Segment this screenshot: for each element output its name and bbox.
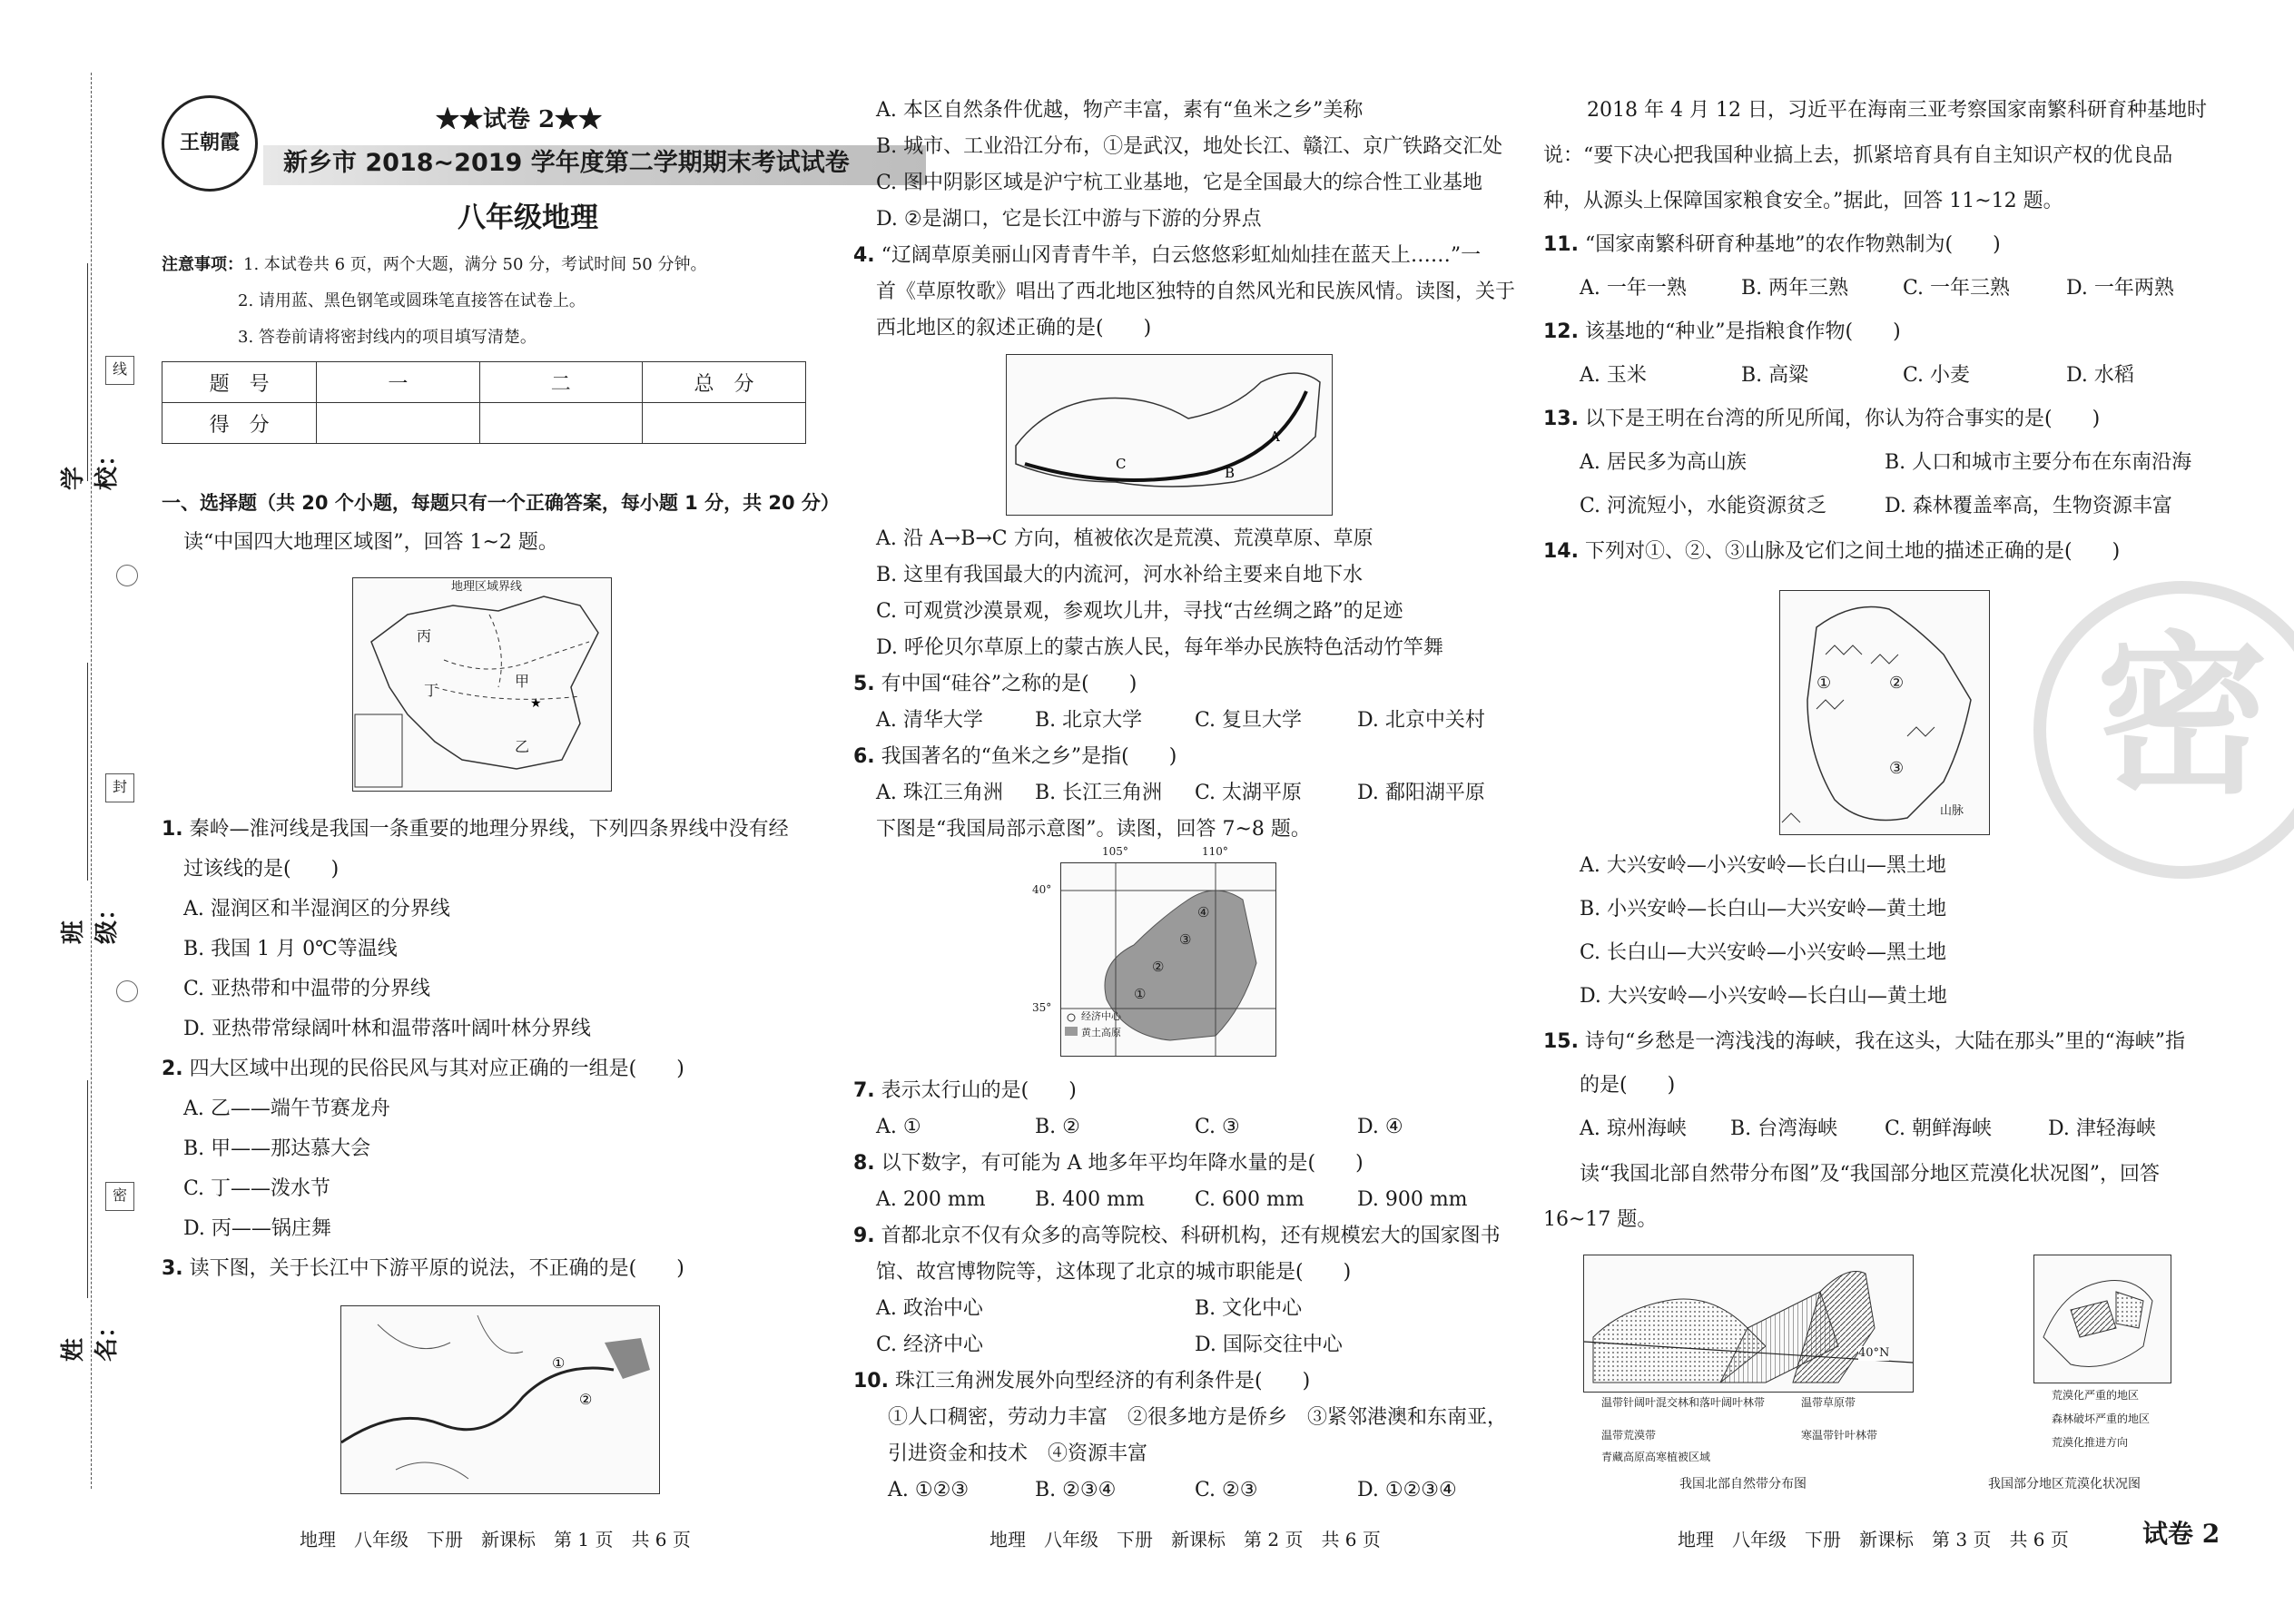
notes-label: 注意事项： xyxy=(162,255,243,274)
intro-11-12-line2: 说：“要下决心把我国种业搞上去，抓紧培育具有自主知识产权的优良品 xyxy=(1543,144,2173,167)
q11-stem[interactable] xyxy=(1543,232,2001,258)
q3-option-d[interactable]: D. ②是湖口，它是长江中游与下游的分界点 xyxy=(876,208,1262,231)
score-cell[interactable] xyxy=(643,403,806,444)
school-label: 学校： xyxy=(60,442,121,490)
map-drawing xyxy=(1584,1255,1913,1392)
q8-option-d[interactable]: D. 900 mm xyxy=(1357,1188,1468,1211)
score-header-cell: 二 xyxy=(479,362,642,403)
q5-option-b[interactable]: B. 北京大学 xyxy=(1035,709,1143,732)
q5-option-a[interactable]: A. 清华大学 xyxy=(876,709,983,732)
q1-text: 秦岭—淮河线是我国一条重要的地理分界线，下列四条界线中没有经 xyxy=(189,818,789,841)
svg-text:C: C xyxy=(1116,456,1127,472)
intro-16-17-line2: 16~17 题。 xyxy=(1543,1208,1658,1231)
map-drawing xyxy=(1780,591,1989,834)
q13-text: 以下是王明在台湾的所见所闻，你认为符合事实的是( ) xyxy=(1584,408,2101,430)
northeast-mountains-map xyxy=(1779,590,1990,835)
q9-option-d[interactable]: D. 国际交往中心 xyxy=(1195,1334,1343,1356)
q2-option-c[interactable]: C. 丁——泼水节 xyxy=(183,1177,331,1200)
class-field-line[interactable] xyxy=(87,663,88,881)
svg-text:①: ① xyxy=(552,1354,566,1372)
q1-option-a[interactable]: A. 湿润区和半湿润区的分界线 xyxy=(183,898,450,920)
q11-text: “国家南繁科研育种基地”的农作物熟制为( ) xyxy=(1584,233,2001,256)
legend-desert-advance: 荒漠化推进方向 xyxy=(2052,1436,2129,1449)
question-number: 6. xyxy=(853,745,875,768)
q9-option-b[interactable]: B. 文化中心 xyxy=(1195,1297,1303,1320)
q4-stem-line2: 首《草原牧歌》唱出了西北地区独特的自然风光和民族风情。读图，关于 xyxy=(876,281,1516,303)
notes-line-1 xyxy=(162,252,706,278)
name-field-line[interactable] xyxy=(87,1080,88,1298)
punch-hole xyxy=(116,565,138,586)
q1-option-b[interactable]: B. 我国 1 月 0℃等温线 xyxy=(183,938,398,960)
q7-option-a[interactable]: A. ① xyxy=(876,1116,921,1138)
q3-stem[interactable] xyxy=(162,1256,684,1282)
q5-stem[interactable] xyxy=(853,672,1137,697)
q1-stem-line2[interactable]: 过该线的是( ) xyxy=(183,858,340,881)
legend-coniferous: 寒温带针叶林带 xyxy=(1801,1429,1878,1442)
svg-text:B: B xyxy=(1225,465,1236,481)
name-label: 姓名： xyxy=(60,1314,121,1362)
q6-option-c[interactable]: C. 太湖平原 xyxy=(1195,782,1303,804)
q3-option-c[interactable]: C. 图中阴影区域是沪宁杭工业基地，它是全国最大的综合性工业基地 xyxy=(876,172,1483,194)
note-1: 1. 本试卷共 6 页，两个大题，满分 50 分，考试时间 50 分钟。 xyxy=(243,255,707,274)
legend-plateau: 青藏高原高寒植被区域 xyxy=(1601,1451,1711,1463)
score-header-cell: 一 xyxy=(317,362,479,403)
q14-option-b[interactable]: B. 小兴安岭—长白山—大兴安岭—黄土地 xyxy=(1580,898,1947,920)
paper-number: ★★试卷 2★★ xyxy=(436,106,603,133)
q13-stem[interactable] xyxy=(1543,407,2100,432)
page-footer: 地理 八年级 下册 新课标 第 2 页 共 6 页 xyxy=(989,1529,1381,1550)
china-four-regions-map xyxy=(352,577,612,792)
question-number: 7. xyxy=(853,1079,875,1102)
score-header-cell: 总 分 xyxy=(643,362,806,403)
q7-text: 表示太行山的是( ) xyxy=(881,1079,1077,1102)
legend-loess-plateau: 黄土高原 xyxy=(1081,1027,1121,1038)
question-number: 1. xyxy=(162,818,183,841)
north-china-regional-map xyxy=(1032,845,1276,1057)
map17-caption: 我国部分地区荒漠化状况图 xyxy=(1988,1477,2141,1491)
map-number: ④ xyxy=(1197,904,1210,920)
q8-stem[interactable] xyxy=(853,1151,1364,1176)
q11-option-b[interactable]: B. 两年三熟 xyxy=(1741,277,1849,300)
class-label: 班级： xyxy=(60,896,121,944)
q13-option-d[interactable]: D. 森林覆盖率高，生物资源丰富 xyxy=(1885,495,2172,517)
question-number: 14. xyxy=(1543,540,1579,563)
map-number: ② xyxy=(1152,959,1165,975)
q14-option-d[interactable]: D. 大兴安岭—小兴安岭—长白山—黄土地 xyxy=(1580,985,1947,1008)
q9-text: 首都北京不仅有众多的高等院校、科研机构，还有规模宏大的国家图书 xyxy=(881,1225,1501,1247)
map16-caption: 我国北部自然带分布图 xyxy=(1679,1477,1807,1491)
q5-option-d[interactable]: D. 北京中关村 xyxy=(1357,709,1485,732)
score-cell[interactable] xyxy=(479,403,642,444)
q10-statement-line2: 引进资金和技术 ④资源丰富 xyxy=(888,1442,1148,1465)
q3-option-b[interactable]: B. 城市、工业沿江分布，①是武汉，地处长江、赣江、京广铁路交汇处 xyxy=(876,135,1503,158)
map-number: ③ xyxy=(1889,759,1905,778)
lon-label: 110° xyxy=(1202,845,1228,858)
q3-text: 读下图，关于长江中下游平原的说法，不正确的是( ) xyxy=(189,1257,684,1280)
score-cell[interactable] xyxy=(317,403,479,444)
q4-option-a[interactable]: A. 沿 A→B→C 方向，植被依次是荒漠、荒漠草原、草原 xyxy=(876,527,1373,550)
region-label: 乙 xyxy=(515,738,530,755)
q15-stem-line2[interactable]: 的是( ) xyxy=(1580,1074,1676,1097)
lat-label: 35° xyxy=(1032,1001,1052,1014)
north-natural-zones-map xyxy=(1583,1255,1914,1393)
q14-option-c[interactable]: C. 长白山—大兴安岭—小兴安岭—黑土地 xyxy=(1580,941,1947,964)
q2-text: 四大区域中出现的民俗民风与其对应正确的一组是( ) xyxy=(189,1058,684,1080)
svg-text:A: A xyxy=(1270,428,1280,445)
svg-text:②: ② xyxy=(579,1391,593,1408)
q13-option-c[interactable]: C. 河流短小，水能资源贫乏 xyxy=(1580,495,1827,517)
q14-option-a[interactable]: A. 大兴安岭—小兴安岭—长白山—黑土地 xyxy=(1580,854,1946,877)
map-number: ① xyxy=(1134,986,1147,1002)
q9-stem-line1 xyxy=(853,1224,1501,1249)
seal-char-xian: 线 xyxy=(105,356,134,385)
q2-option-d[interactable]: D. 丙——锅庄舞 xyxy=(183,1217,331,1240)
confidential-watermark: 密 xyxy=(2033,581,2294,879)
score-table xyxy=(162,361,806,444)
q8-option-c[interactable]: C. 600 mm xyxy=(1195,1188,1305,1211)
punch-hole xyxy=(116,980,138,1002)
legend-deforestation: 森林破坏严重的地区 xyxy=(2052,1412,2151,1425)
q1-stem-line1 xyxy=(162,817,789,842)
map-drawing xyxy=(341,1306,659,1493)
q8-text: 以下数字，有可能为 A 地多年平均年降水量的是( ) xyxy=(881,1152,1364,1175)
lat-40n-label: 40°N xyxy=(1858,1346,1890,1360)
section-title: 一、选择题（共 20 个小题，每题只有一个正确答案，每小题 1 分，共 20 分） xyxy=(162,492,840,514)
intro-11-12-line1: 2018 年 4 月 12 日，习近平在海南三亚考察国家南繁科研育种基地时 xyxy=(1587,99,2207,122)
map-number: ② xyxy=(1889,674,1905,693)
map-number: ③ xyxy=(1179,931,1192,948)
question-number: 3. xyxy=(162,1257,183,1280)
q15-option-c[interactable]: C. 朝鲜海峡 xyxy=(1885,1117,1993,1140)
legend-desert: 温带荒漠带 xyxy=(1601,1429,1657,1442)
exam-title: 新乡市 2018~2019 学年度第二学期期末考试试卷 xyxy=(283,149,850,177)
q4-option-b[interactable]: B. 这里有我国最大的内流河，河水补给主要来自地下水 xyxy=(876,564,1364,586)
question-number: 5. xyxy=(853,673,875,695)
q7-stem[interactable] xyxy=(853,1078,1077,1104)
q4-option-c[interactable]: C. 可观赏沙漠景观，参观坎儿井，寻找“古丝绸之路”的足迹 xyxy=(876,600,1403,623)
q10-option-a[interactable]: A. ①②③ xyxy=(888,1479,970,1501)
score-row-label: 得 分 xyxy=(162,403,317,444)
legend-severe-desertification: 荒漠化严重的地区 xyxy=(2052,1389,2140,1402)
page-1 xyxy=(154,0,850,1624)
note-2: 2. 请用蓝、黑色钢笔或圆珠笔直接答在试卷上。 xyxy=(238,291,586,310)
intro-16-17-line1: 读“我国北部自然带分布图”及“我国部分地区荒漠化状况图”，回答 xyxy=(1580,1163,2160,1186)
lat-label: 40° xyxy=(1032,883,1052,896)
seal-line xyxy=(91,73,92,1489)
map-number: ① xyxy=(1816,674,1832,693)
paper-tag: 试卷 2 xyxy=(2142,1519,2220,1549)
q11-option-c[interactable]: C. 一年三熟 xyxy=(1903,277,2011,300)
q8-option-b[interactable]: B. 400 mm xyxy=(1035,1188,1145,1211)
seal-char-feng: 封 xyxy=(105,773,134,802)
q6-option-a[interactable]: A. 珠江三角洲 xyxy=(876,782,1003,804)
svg-text:★: ★ xyxy=(530,696,542,711)
page-2 xyxy=(853,0,1516,1624)
q11-option-d[interactable]: D. 一年两熟 xyxy=(2066,277,2174,300)
q10-statement-line1: ①人口稠密，劳动力丰富 ②很多地方是侨乡 ③紧邻港澳和东南亚， xyxy=(888,1406,1508,1429)
q2-option-a[interactable]: A. 乙——端午节赛龙舟 xyxy=(183,1097,390,1120)
northwest-china-map xyxy=(1006,354,1333,516)
legend-mixed-forest: 温带针阔叶混交林和落叶阔叶林带 xyxy=(1601,1396,1766,1409)
q6-option-d[interactable]: D. 鄱阳湖平原 xyxy=(1357,782,1485,804)
q6-text: 我国著名的“鱼米之乡”是指( ) xyxy=(881,745,1177,768)
title-banner xyxy=(263,145,926,185)
q7-option-b[interactable]: B. ② xyxy=(1035,1116,1080,1138)
lon-label: 105° xyxy=(1102,845,1128,858)
q15-text: 诗句“乡愁是一湾浅浅的海峡，我在这头，大陆在那头”里的“海峡”指 xyxy=(1584,1030,2185,1053)
region-label: 甲 xyxy=(515,673,530,690)
q13-option-a[interactable]: A. 居民多为高山族 xyxy=(1580,451,1747,474)
yangtze-plain-map xyxy=(340,1305,660,1494)
q12-option-d[interactable]: D. 水稻 xyxy=(2066,364,2134,387)
q12-option-c[interactable]: C. 小麦 xyxy=(1903,364,1971,387)
legend-grassland: 温带草原带 xyxy=(1801,1396,1856,1409)
question-number: 10. xyxy=(853,1370,889,1393)
q13-option-b[interactable]: B. 人口和城市主要分布在东南沿海 xyxy=(1885,451,2192,474)
q15-option-a[interactable]: A. 琼州海峡 xyxy=(1580,1117,1687,1140)
q9-option-c[interactable]: C. 经济中心 xyxy=(876,1334,984,1356)
logo-text: 王朝霞 xyxy=(179,131,240,154)
q15-stem-line1 xyxy=(1543,1029,2185,1055)
q2-stem[interactable] xyxy=(162,1057,684,1082)
brand-logo xyxy=(162,95,258,192)
q14-text: 下列对①、②、③山脉及它们之间土地的描述正确的是( ) xyxy=(1584,540,2121,563)
question-number: 9. xyxy=(853,1225,875,1247)
q7-option-d[interactable]: D. ④ xyxy=(1357,1116,1403,1138)
desertification-map xyxy=(2033,1255,2171,1383)
q2-option-b[interactable]: B. 甲——那达慕大会 xyxy=(183,1137,371,1160)
q6-stem[interactable] xyxy=(853,744,1177,770)
q14-stem[interactable] xyxy=(1543,539,2120,565)
region-label: 丙 xyxy=(417,627,432,645)
q9-stem-line2[interactable]: 馆、故宫博物院等，这体现了北京的城市职能是( ) xyxy=(876,1261,1352,1284)
map16-legend xyxy=(1583,1396,1919,1478)
score-header-cell: 题 号 xyxy=(162,362,317,403)
intro-11-12-line3: 种，从源头上保障国家粮食安全。”据此，回答 11~12 题。 xyxy=(1543,190,2063,212)
question-number: 8. xyxy=(853,1152,875,1175)
region-label: 丁 xyxy=(424,682,439,699)
map-drawing xyxy=(353,578,611,791)
q12-option-b[interactable]: B. 高粱 xyxy=(1741,364,1809,387)
q5-option-c[interactable]: C. 复旦大学 xyxy=(1195,709,1303,732)
q1-option-d[interactable]: D. 亚热带常绿阔叶林和温带落叶阔叶林分界线 xyxy=(183,1018,591,1040)
q8-option-a[interactable]: A. 200 mm xyxy=(876,1188,986,1211)
q1-option-c[interactable]: C. 亚热带和中温带的分界线 xyxy=(183,978,431,1000)
q10-text: 珠江三角洲发展外向型经济的有利条件是( ) xyxy=(894,1370,1311,1393)
question-number: 11. xyxy=(1543,233,1579,256)
seal-char-mi: 密 xyxy=(105,1182,134,1211)
q12-option-a[interactable]: A. 玉米 xyxy=(1580,364,1647,387)
question-number: 13. xyxy=(1543,408,1579,430)
q9-option-a[interactable]: A. 政治中心 xyxy=(876,1297,983,1320)
q10-option-d[interactable]: D. ①②③④ xyxy=(1357,1479,1457,1501)
q12-text: 该基地的“种业”是指粮食作物( ) xyxy=(1584,320,1901,343)
map-drawing xyxy=(1007,355,1332,515)
q10-option-b[interactable]: B. ②③④ xyxy=(1035,1479,1117,1501)
map17-legend xyxy=(2015,1389,2251,1465)
q12-stem[interactable] xyxy=(1543,320,1901,345)
subject-title: 八年级地理 xyxy=(458,202,598,234)
q4-option-d[interactable]: D. 呼伦贝尔草原上的蒙古族人民，每年举办民族特色活动竹竿舞 xyxy=(876,636,1443,659)
map1-legend: 地理区域界线 xyxy=(451,580,523,594)
legend-economic-center: 经济中心 xyxy=(1081,1010,1121,1022)
q7-option-c[interactable]: C. ③ xyxy=(1195,1116,1240,1138)
note-3: 3. 答卷前请将密封线内的项目填写清楚。 xyxy=(238,328,537,347)
question-number: 2. xyxy=(162,1058,183,1080)
q15-option-d[interactable]: D. 津轻海峡 xyxy=(2048,1117,2156,1140)
q3-option-a[interactable]: A. 本区自然条件优越，物产丰富，素有“鱼米之乡”美称 xyxy=(876,99,1364,122)
q4-stem-line1 xyxy=(853,243,1481,269)
question-number: 12. xyxy=(1543,320,1579,343)
question-number: 15. xyxy=(1543,1030,1579,1053)
q5-text: 有中国“硅谷”之称的是( ) xyxy=(881,673,1137,695)
q10-option-c[interactable]: C. ②③ xyxy=(1195,1479,1258,1501)
q10-stem[interactable] xyxy=(853,1369,1310,1394)
page-footer: 地理 八年级 下册 新课标 第 1 页 共 6 页 xyxy=(300,1529,691,1550)
q15-option-b[interactable]: B. 台湾海峡 xyxy=(1730,1117,1838,1140)
intro-7-8: 下图是“我国局部示意图”。读图，回答 7~8 题。 xyxy=(876,818,1311,841)
page-footer: 地理 八年级 下册 新课标 第 3 页 共 6 页 xyxy=(1678,1529,2069,1550)
intro-1-2: 读“中国四大地理区域图”，回答 1~2 题。 xyxy=(183,531,558,554)
map-drawing xyxy=(2034,1255,2171,1383)
mountain-legend: 山脉 xyxy=(1940,804,1964,818)
question-number: 4. xyxy=(853,244,875,267)
q4-text: “辽阔草原美丽山冈青青牛羊，白云悠悠彩虹灿灿挂在蓝天上……”一 xyxy=(881,244,1482,267)
q6-option-b[interactable]: B. 长江三角洲 xyxy=(1035,782,1163,804)
q11-option-a[interactable]: A. 一年一熟 xyxy=(1580,277,1687,300)
q4-stem-line3[interactable]: 西北地区的叙述正确的是( ) xyxy=(876,317,1152,340)
